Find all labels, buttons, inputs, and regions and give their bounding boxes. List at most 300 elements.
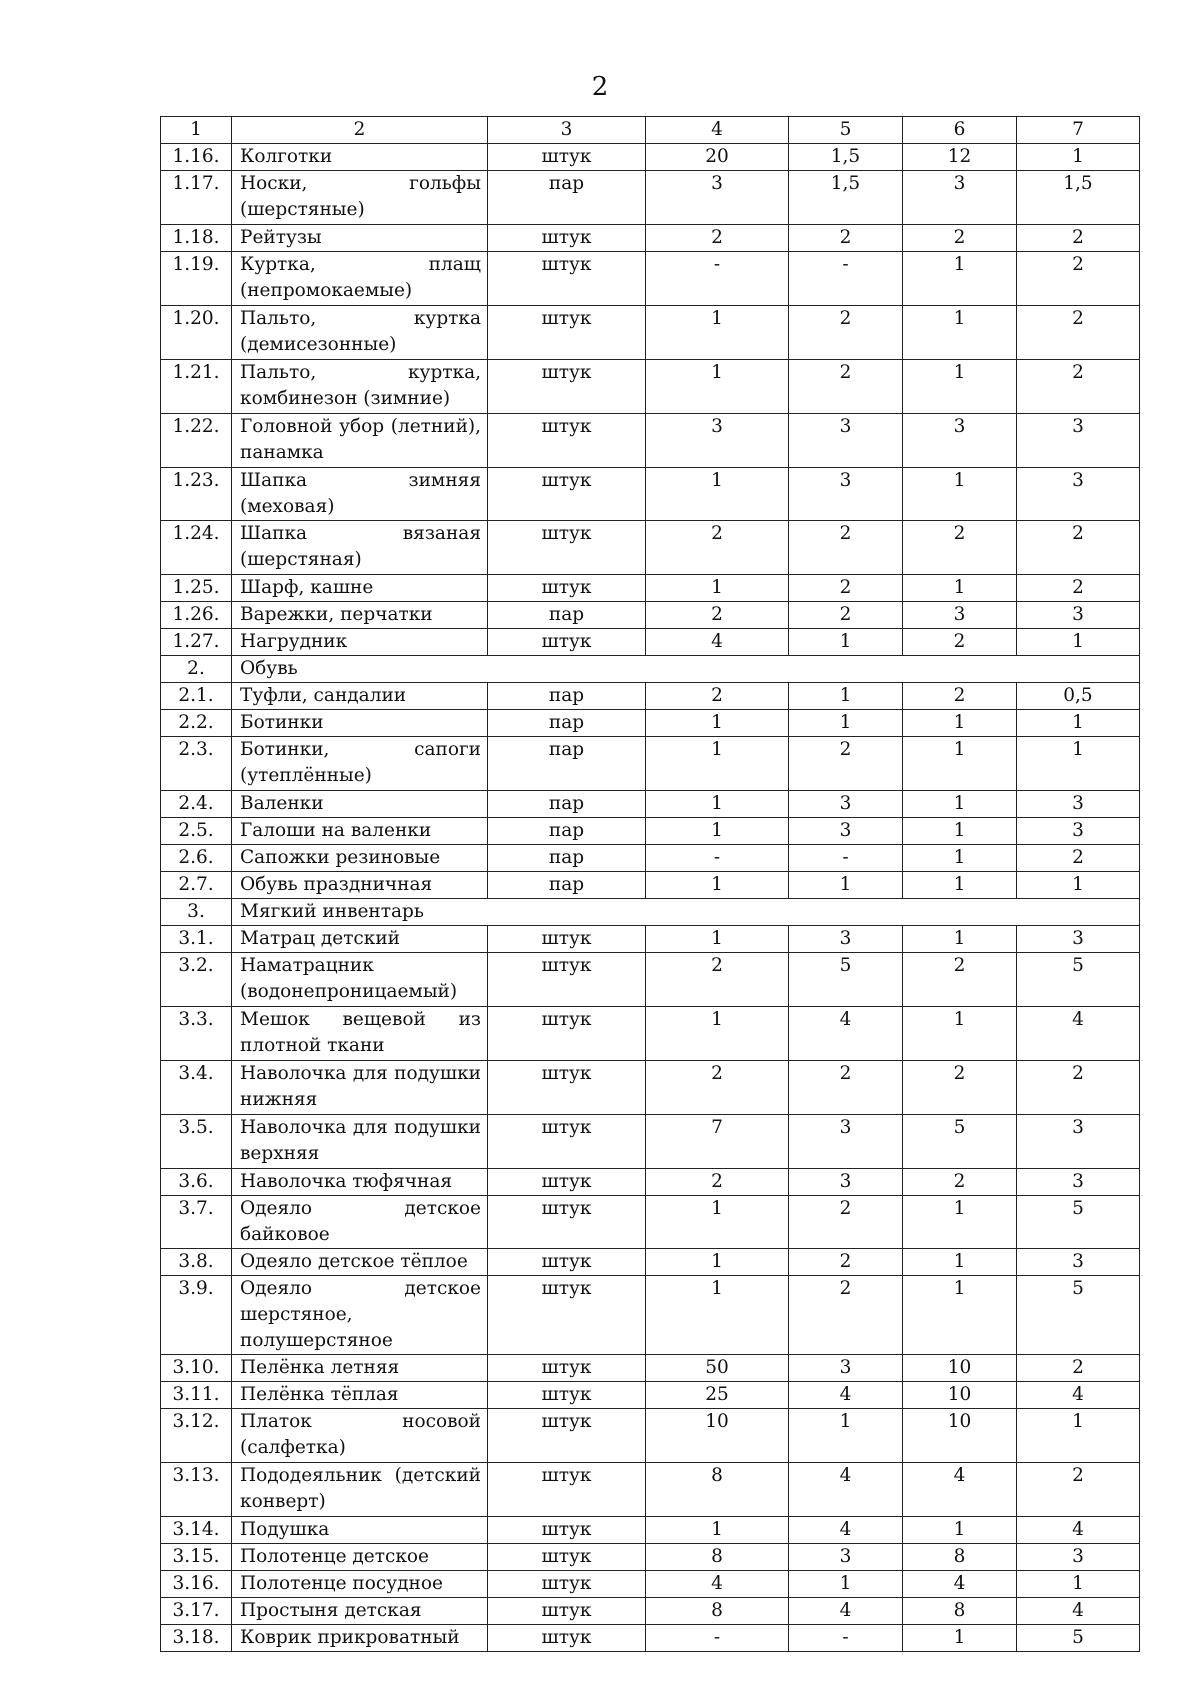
- unit-cell: штук: [488, 953, 646, 1007]
- value-col4: 1: [646, 1196, 789, 1249]
- value-col7: 3: [1017, 468, 1140, 521]
- value-col6: 3: [903, 414, 1017, 468]
- value-col5: 4: [789, 1517, 903, 1544]
- table-row: [161, 1463, 1140, 1517]
- item-name: Пелёнка тёплая: [232, 1382, 488, 1409]
- value-col7: 2: [1017, 845, 1140, 872]
- unit-cell: штук: [488, 225, 646, 252]
- table-row: [161, 1249, 1140, 1276]
- table-row: [161, 926, 1140, 953]
- value-col7: 5: [1017, 1196, 1140, 1249]
- value-col4: 2: [646, 683, 789, 710]
- value-col7: 5: [1017, 1276, 1140, 1355]
- value-col6: 1: [903, 360, 1017, 414]
- unit-cell: штук: [488, 1276, 646, 1355]
- value-col5: 3: [789, 414, 903, 468]
- item-name: Шарф, кашне: [232, 575, 488, 602]
- table-row: [161, 468, 1140, 521]
- item-name: Полотенце посудное: [232, 1571, 488, 1598]
- value-col5: 2: [789, 306, 903, 360]
- item-name: Шапка зимняя (меховая): [232, 468, 488, 521]
- value-col7: 4: [1017, 1382, 1140, 1409]
- row-number: 1.24.: [161, 521, 232, 575]
- item-name: Одеяло детское байковое: [232, 1196, 488, 1249]
- unit-cell: штук: [488, 1115, 646, 1169]
- table-row: [161, 414, 1140, 468]
- row-number: 1.17.: [161, 171, 232, 225]
- item-name: Пальто, куртка, комбинезон (зимние): [232, 360, 488, 414]
- value-col5: 3: [789, 1544, 903, 1571]
- value-col6: 1: [903, 252, 1017, 306]
- value-col7: 3: [1017, 1249, 1140, 1276]
- table-row: [161, 1061, 1140, 1115]
- value-col5: 2: [789, 1196, 903, 1249]
- row-number: 2.2.: [161, 710, 232, 737]
- value-col4: 8: [646, 1598, 789, 1625]
- section-title: Обувь: [232, 656, 1140, 683]
- value-col7: 2: [1017, 1463, 1140, 1517]
- row-number: 3.: [161, 899, 232, 926]
- value-col6: 2: [903, 521, 1017, 575]
- value-col4: 8: [646, 1544, 789, 1571]
- value-col5: 1: [789, 1409, 903, 1463]
- value-col6: 1: [903, 1196, 1017, 1249]
- value-col4: -: [646, 1625, 789, 1652]
- row-number: 3.3.: [161, 1007, 232, 1061]
- value-col6: 4: [903, 1463, 1017, 1517]
- unit-cell: штук: [488, 1007, 646, 1061]
- value-col6: 1: [903, 791, 1017, 818]
- value-col6: 8: [903, 1544, 1017, 1571]
- table-row: [161, 710, 1140, 737]
- value-col4: 8: [646, 1463, 789, 1517]
- value-col5: 1,5: [789, 171, 903, 225]
- value-col7: 4: [1017, 1007, 1140, 1061]
- item-name: Пододеяльник (детский конверт): [232, 1463, 488, 1517]
- item-name: Наволочка тюфячная: [232, 1169, 488, 1196]
- value-col7: 1: [1017, 737, 1140, 791]
- row-number: 2.: [161, 656, 232, 683]
- row-number: 3.2.: [161, 953, 232, 1007]
- value-col6: 2: [903, 1169, 1017, 1196]
- header-cell: 3: [488, 117, 646, 144]
- value-col7: 1: [1017, 872, 1140, 899]
- row-number: 3.7.: [161, 1196, 232, 1249]
- row-number: 2.7.: [161, 872, 232, 899]
- row-number: 1.22.: [161, 414, 232, 468]
- unit-cell: штук: [488, 1382, 646, 1409]
- header-cell: 7: [1017, 117, 1140, 144]
- row-number: 3.15.: [161, 1544, 232, 1571]
- value-col4: -: [646, 252, 789, 306]
- value-col7: 3: [1017, 1115, 1140, 1169]
- value-col7: 5: [1017, 1625, 1140, 1652]
- row-number: 3.11.: [161, 1382, 232, 1409]
- table-row: [161, 1517, 1140, 1544]
- unit-cell: штук: [488, 1409, 646, 1463]
- table-row: [161, 1169, 1140, 1196]
- table-row: [161, 1409, 1140, 1463]
- row-number: 3.18.: [161, 1625, 232, 1652]
- value-col7: 1: [1017, 629, 1140, 656]
- value-col6: 2: [903, 1061, 1017, 1115]
- value-col7: 3: [1017, 791, 1140, 818]
- value-col5: 2: [789, 360, 903, 414]
- unit-cell: штук: [488, 1463, 646, 1517]
- unit-cell: пар: [488, 171, 646, 225]
- value-col6: 8: [903, 1598, 1017, 1625]
- unit-cell: пар: [488, 602, 646, 629]
- item-name: Рейтузы: [232, 225, 488, 252]
- value-col4: 1: [646, 360, 789, 414]
- value-col6: 10: [903, 1355, 1017, 1382]
- value-col5: 1: [789, 872, 903, 899]
- table-row: [161, 845, 1140, 872]
- value-col6: 12: [903, 144, 1017, 171]
- unit-cell: пар: [488, 683, 646, 710]
- value-col4: 1: [646, 306, 789, 360]
- value-col6: 1: [903, 1517, 1017, 1544]
- unit-cell: штук: [488, 1571, 646, 1598]
- value-col4: 1: [646, 1276, 789, 1355]
- row-number: 3.16.: [161, 1571, 232, 1598]
- table-row: [161, 1571, 1140, 1598]
- item-name: Матрац детский: [232, 926, 488, 953]
- table-row: [161, 1544, 1140, 1571]
- value-col6: 1: [903, 1276, 1017, 1355]
- value-col5: 3: [789, 1355, 903, 1382]
- table-row: [161, 252, 1140, 306]
- row-number: 3.13.: [161, 1463, 232, 1517]
- unit-cell: штук: [488, 629, 646, 656]
- item-name: Галоши на валенки: [232, 818, 488, 845]
- value-col4: 1: [646, 1007, 789, 1061]
- value-col6: 1: [903, 710, 1017, 737]
- value-col6: 1: [903, 737, 1017, 791]
- table-row: [161, 1007, 1140, 1061]
- item-name: Мешок вещевой из плотной ткани: [232, 1007, 488, 1061]
- value-col7: 1: [1017, 710, 1140, 737]
- value-col4: 4: [646, 1571, 789, 1598]
- unit-cell: штук: [488, 1169, 646, 1196]
- item-name: Простыня детская: [232, 1598, 488, 1625]
- table-row: [161, 737, 1140, 791]
- page-number: 2: [591, 72, 609, 102]
- value-col4: 4: [646, 629, 789, 656]
- value-col5: 3: [789, 468, 903, 521]
- value-col4: 3: [646, 414, 789, 468]
- value-col6: 1: [903, 845, 1017, 872]
- item-name: Наматрацник (водонепроницаемый): [232, 953, 488, 1007]
- value-col7: 4: [1017, 1517, 1140, 1544]
- row-number: 2.3.: [161, 737, 232, 791]
- header-cell: 2: [232, 117, 488, 144]
- row-number: 1.23.: [161, 468, 232, 521]
- value-col4: 1: [646, 818, 789, 845]
- value-col4: 1: [646, 710, 789, 737]
- row-number: 3.9.: [161, 1276, 232, 1355]
- unit-cell: штук: [488, 468, 646, 521]
- row-number: 1.21.: [161, 360, 232, 414]
- value-col7: 3: [1017, 926, 1140, 953]
- value-col7: 2: [1017, 575, 1140, 602]
- value-col5: 2: [789, 1061, 903, 1115]
- table-row: [161, 171, 1140, 225]
- value-col7: 2: [1017, 225, 1140, 252]
- row-number: 3.17.: [161, 1598, 232, 1625]
- value-col6: 2: [903, 683, 1017, 710]
- row-number: 1.16.: [161, 144, 232, 171]
- row-number: 3.14.: [161, 1517, 232, 1544]
- unit-cell: пар: [488, 737, 646, 791]
- row-number: 1.25.: [161, 575, 232, 602]
- item-name: Сапожки резиновые: [232, 845, 488, 872]
- unit-cell: штук: [488, 1249, 646, 1276]
- value-col5: 1: [789, 1571, 903, 1598]
- item-name: Носки, гольфы (шерстяные): [232, 171, 488, 225]
- item-name: Платок носовой (салфетка): [232, 1409, 488, 1463]
- header-cell: 6: [903, 117, 1017, 144]
- value-col6: 2: [903, 953, 1017, 1007]
- value-col5: 2: [789, 1276, 903, 1355]
- unit-cell: штук: [488, 1061, 646, 1115]
- value-col4: 2: [646, 1061, 789, 1115]
- item-name: Коврик прикроватный: [232, 1625, 488, 1652]
- value-col4: 50: [646, 1355, 789, 1382]
- value-col6: 3: [903, 171, 1017, 225]
- value-col4: 1: [646, 468, 789, 521]
- value-col5: 3: [789, 818, 903, 845]
- value-col6: 1: [903, 926, 1017, 953]
- value-col6: 1: [903, 306, 1017, 360]
- unit-cell: штук: [488, 1625, 646, 1652]
- row-number: 3.10.: [161, 1355, 232, 1382]
- row-number: 2.4.: [161, 791, 232, 818]
- value-col5: 2: [789, 602, 903, 629]
- item-name: Одеяло детское шерстяное, полушерстяное: [232, 1276, 488, 1355]
- value-col5: 4: [789, 1598, 903, 1625]
- section-title: Мягкий инвентарь: [232, 899, 1140, 926]
- value-col5: 2: [789, 737, 903, 791]
- value-col6: 1: [903, 1625, 1017, 1652]
- row-number: 3.6.: [161, 1169, 232, 1196]
- value-col5: 2: [789, 575, 903, 602]
- value-col5: 2: [789, 225, 903, 252]
- value-col6: 10: [903, 1382, 1017, 1409]
- unit-cell: штук: [488, 1517, 646, 1544]
- table-row: [161, 683, 1140, 710]
- value-col5: 4: [789, 1463, 903, 1517]
- table-row: [161, 818, 1140, 845]
- item-name: Подушка: [232, 1517, 488, 1544]
- value-col7: 3: [1017, 1544, 1140, 1571]
- value-col5: 5: [789, 953, 903, 1007]
- value-col4: 1: [646, 1249, 789, 1276]
- value-col5: 1: [789, 710, 903, 737]
- unit-cell: штук: [488, 360, 646, 414]
- value-col6: 1: [903, 468, 1017, 521]
- unit-cell: штук: [488, 252, 646, 306]
- value-col6: 5: [903, 1115, 1017, 1169]
- unit-cell: пар: [488, 845, 646, 872]
- section-row: [161, 656, 1140, 683]
- item-name: Колготки: [232, 144, 488, 171]
- unit-cell: штук: [488, 1196, 646, 1249]
- table-row: [161, 1276, 1140, 1355]
- table-row: [161, 521, 1140, 575]
- value-col4: 7: [646, 1115, 789, 1169]
- row-number: 2.5.: [161, 818, 232, 845]
- row-number: 1.26.: [161, 602, 232, 629]
- unit-cell: пар: [488, 710, 646, 737]
- value-col5: 1: [789, 683, 903, 710]
- unit-cell: штук: [488, 575, 646, 602]
- table-row: [161, 306, 1140, 360]
- table-row: [161, 1115, 1140, 1169]
- row-number: 2.6.: [161, 845, 232, 872]
- table-row: [161, 1625, 1140, 1652]
- value-col4: 1: [646, 926, 789, 953]
- value-col5: 4: [789, 1382, 903, 1409]
- value-col4: 2: [646, 602, 789, 629]
- value-col6: 1: [903, 818, 1017, 845]
- table-row: [161, 629, 1140, 656]
- value-col7: 1: [1017, 144, 1140, 171]
- value-col7: 3: [1017, 414, 1140, 468]
- item-name: Полотенце детское: [232, 1544, 488, 1571]
- table-row: [161, 1598, 1140, 1625]
- value-col5: 1: [789, 629, 903, 656]
- value-col4: 3: [646, 171, 789, 225]
- header-cell: 1: [161, 117, 232, 144]
- value-col7: 2: [1017, 360, 1140, 414]
- item-name: Валенки: [232, 791, 488, 818]
- item-name: Куртка, плащ (непромокаемые): [232, 252, 488, 306]
- item-name: Обувь праздничная: [232, 872, 488, 899]
- value-col6: 10: [903, 1409, 1017, 1463]
- row-number: 1.19.: [161, 252, 232, 306]
- item-name: Нагрудник: [232, 629, 488, 656]
- value-col7: 3: [1017, 602, 1140, 629]
- table-row: [161, 225, 1140, 252]
- item-name: Пальто, куртка (демисезонные): [232, 306, 488, 360]
- value-col5: 3: [789, 1115, 903, 1169]
- value-col6: 2: [903, 225, 1017, 252]
- value-col4: 10: [646, 1409, 789, 1463]
- unit-cell: штук: [488, 1355, 646, 1382]
- value-col5: 3: [789, 1169, 903, 1196]
- table-row: [161, 953, 1140, 1007]
- row-number: 3.8.: [161, 1249, 232, 1276]
- value-col5: -: [789, 1625, 903, 1652]
- value-col7: 1,5: [1017, 171, 1140, 225]
- value-col5: 3: [789, 791, 903, 818]
- item-name: Шапка вязаная (шерстяная): [232, 521, 488, 575]
- value-col5: 2: [789, 1249, 903, 1276]
- section-row: [161, 899, 1140, 926]
- value-col6: 4: [903, 1571, 1017, 1598]
- value-col4: 1: [646, 872, 789, 899]
- value-col4: 20: [646, 144, 789, 171]
- value-col6: 1: [903, 1249, 1017, 1276]
- item-name: Наволочка для подушки нижняя: [232, 1061, 488, 1115]
- row-number: 2.1.: [161, 683, 232, 710]
- unit-cell: пар: [488, 791, 646, 818]
- unit-cell: пар: [488, 818, 646, 845]
- item-name: Ботинки, сапоги (утеплённые): [232, 737, 488, 791]
- unit-cell: штук: [488, 306, 646, 360]
- value-col6: 1: [903, 575, 1017, 602]
- header-row: [161, 117, 1140, 144]
- header-cell: 5: [789, 117, 903, 144]
- value-col6: 3: [903, 602, 1017, 629]
- table-row: [161, 1196, 1140, 1249]
- value-col7: 3: [1017, 818, 1140, 845]
- value-col4: 2: [646, 1169, 789, 1196]
- value-col7: 2: [1017, 252, 1140, 306]
- value-col5: -: [789, 845, 903, 872]
- unit-cell: штук: [488, 521, 646, 575]
- unit-cell: штук: [488, 414, 646, 468]
- value-col4: 2: [646, 521, 789, 575]
- value-col7: 0,5: [1017, 683, 1140, 710]
- row-number: 1.18.: [161, 225, 232, 252]
- table-row: [161, 360, 1140, 414]
- value-col7: 2: [1017, 306, 1140, 360]
- unit-cell: штук: [488, 926, 646, 953]
- value-col4: 2: [646, 225, 789, 252]
- table-row: [161, 1355, 1140, 1382]
- value-col6: 1: [903, 1007, 1017, 1061]
- value-col7: 5: [1017, 953, 1140, 1007]
- value-col4: 1: [646, 575, 789, 602]
- value-col6: 2: [903, 629, 1017, 656]
- value-col5: 2: [789, 521, 903, 575]
- table-row: [161, 791, 1140, 818]
- value-col4: 25: [646, 1382, 789, 1409]
- norms-table: [160, 116, 1140, 1652]
- value-col7: 1: [1017, 1571, 1140, 1598]
- table-row: [161, 602, 1140, 629]
- item-name: Головной убор (летний), панамка: [232, 414, 488, 468]
- row-number: 3.4.: [161, 1061, 232, 1115]
- value-col5: 1,5: [789, 144, 903, 171]
- value-col4: 1: [646, 737, 789, 791]
- row-number: 3.5.: [161, 1115, 232, 1169]
- value-col4: 2: [646, 953, 789, 1007]
- value-col6: 1: [903, 872, 1017, 899]
- header-cell: 4: [646, 117, 789, 144]
- value-col4: 1: [646, 791, 789, 818]
- value-col5: 4: [789, 1007, 903, 1061]
- item-name: Пелёнка летняя: [232, 1355, 488, 1382]
- value-col5: 3: [789, 926, 903, 953]
- unit-cell: штук: [488, 1598, 646, 1625]
- table-row: [161, 575, 1140, 602]
- value-col4: 1: [646, 1517, 789, 1544]
- unit-cell: штук: [488, 144, 646, 171]
- row-number: 1.27.: [161, 629, 232, 656]
- table-row: [161, 144, 1140, 171]
- value-col7: 3: [1017, 1169, 1140, 1196]
- row-number: 1.20.: [161, 306, 232, 360]
- row-number: 3.12.: [161, 1409, 232, 1463]
- value-col4: -: [646, 845, 789, 872]
- value-col7: 2: [1017, 521, 1140, 575]
- value-col7: 1: [1017, 1409, 1140, 1463]
- value-col7: 4: [1017, 1598, 1140, 1625]
- value-col7: 2: [1017, 1061, 1140, 1115]
